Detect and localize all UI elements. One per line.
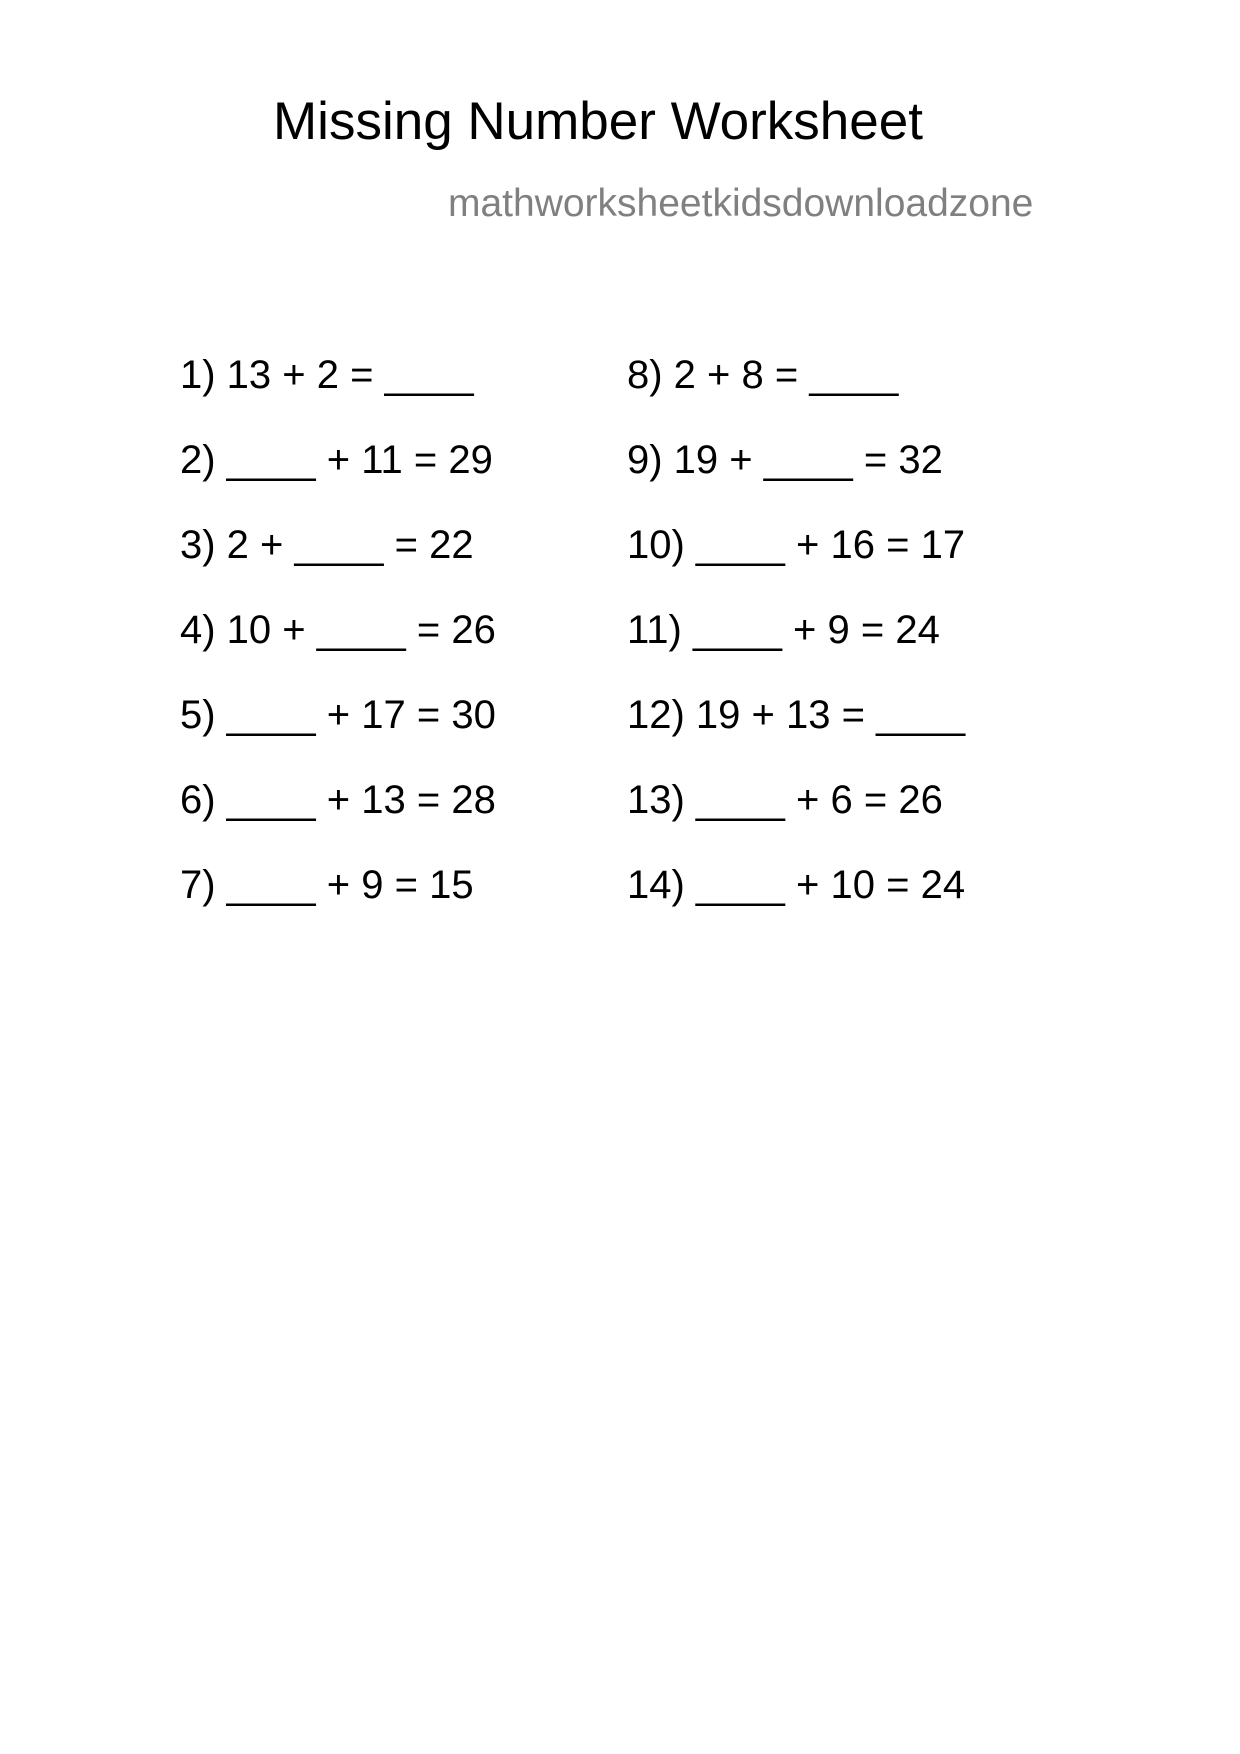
worksheet-source-label: mathworksheetkidsdownloadzone <box>448 182 1034 225</box>
problem-item: 5) ____ + 17 = 30 <box>180 693 496 737</box>
worksheet-title: Missing Number Worksheet <box>273 92 923 151</box>
problem-item: 9) 19 + ____ = 32 <box>627 438 943 482</box>
problem-column-left <box>180 352 496 947</box>
problem-item: 8) 2 + 8 = ____ <box>627 353 899 397</box>
problem-item: 2) ____ + 11 = 29 <box>180 438 493 482</box>
problem-item: 13) ____ + 6 = 26 <box>627 778 943 822</box>
problem-item: 3) 2 + ____ = 22 <box>180 523 474 567</box>
problem-item: 10) ____ + 16 = 17 <box>627 523 966 567</box>
problem-column-right <box>627 352 965 947</box>
problem-item: 7) ____ + 9 = 15 <box>180 863 474 907</box>
problem-item: 4) 10 + ____ = 26 <box>180 608 496 652</box>
problem-item: 12) 19 + 13 = ____ <box>627 693 966 737</box>
problem-item: 11) ____ + 9 = 24 <box>627 608 940 652</box>
problem-item: 1) 13 + 2 = ____ <box>180 353 474 397</box>
problem-item: 14) ____ + 10 = 24 <box>627 863 966 907</box>
problem-item: 6) ____ + 13 = 28 <box>180 778 496 822</box>
